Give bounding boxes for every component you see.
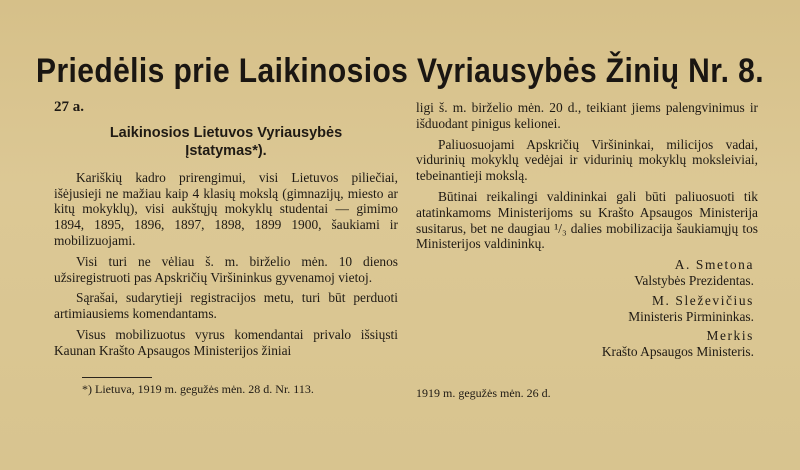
paragraph: ligi š. m. birželio mėn. 20 d., teikiant jiems palengvinimus ir išduodant pinigus kelionei.: [416, 100, 758, 131]
paragraph: Paliuosuojami Apskričių Viršininkai, milicijos vadai, vidurinių mokyklų vedėjai ir vidurinių mokyklų moksleiviai, tebeinantieji mokslą.: [416, 136, 758, 184]
law-heading-line-1: Laikinosios Lietuvos Vyriausybės: [109, 124, 343, 141]
page-title: Priedėlis prie Laikinosios Vyriausybės Žinių Nr. 8.: [36, 52, 764, 90]
footnote-divider: [82, 377, 152, 378]
right-column: [416, 100, 758, 364]
law-heading: [54, 124, 398, 160]
signatory-name: A. Smetona: [674, 257, 754, 273]
signatory-title: Krašto Apsaugos Ministeris.: [601, 344, 754, 360]
footnote: *) Lietuva, 1919 m. gegužės mėn. 28 d. Nr. 113.: [82, 381, 314, 396]
paragraph: Būtinai reikalingi valdininkai gali būti paliuosuoti tik atatinkamoms Ministerijoms su Krašto Apsaugos Ministerija susitarus, bet ne daugiau ¹/₃ dalies mobilizacija šaukiamųjų tos Ministerijos valdininkų.: [416, 188, 758, 252]
signatory-name: Merkis: [706, 328, 754, 344]
paragraph: Sąrašai, sudarytieji registracijos metu, turi būt perduoti artimiausiems komendantams.: [54, 290, 398, 322]
signatory-title: Valstybės Prezidentas.: [634, 272, 754, 288]
law-heading-line-2: Įstatymas*).: [185, 142, 267, 159]
paragraph: Visus mobilizuotus vyrus komendantai privalo išsiųsti Kaunan Krašto Apsaugos Ministerijos žiniai: [54, 326, 398, 358]
document-date: 1919 m. gegužės mėn. 26 d.: [416, 386, 551, 400]
signatory-title: Ministeris Pirmininkas.: [628, 308, 754, 324]
paragraph: Kariškių kadro prirengimui, visi Lietuvos piliečiai, išėjusieji ne mažiau kaip 4 klasių mokslą (gimnazijų, miesto ar kitų mokyklų), visi aukštųjų mokyklų studentai — gimimo 1894, 1895, 1896, 1897, 1898, 1899 1900, šaukiami ir mobilizuojami.: [54, 169, 398, 248]
signatures: [416, 257, 758, 360]
signatory-name: M. Sleževičius: [652, 292, 754, 308]
law-number: 27 a.: [54, 99, 84, 115]
paragraph: Visi turi ne vėliau š. m. birželio mėn. 10 dienos užsiregistruoti pas Apskričių Viršininkus gyvenamoj vietoj.: [54, 253, 398, 285]
left-column: [54, 100, 398, 397]
